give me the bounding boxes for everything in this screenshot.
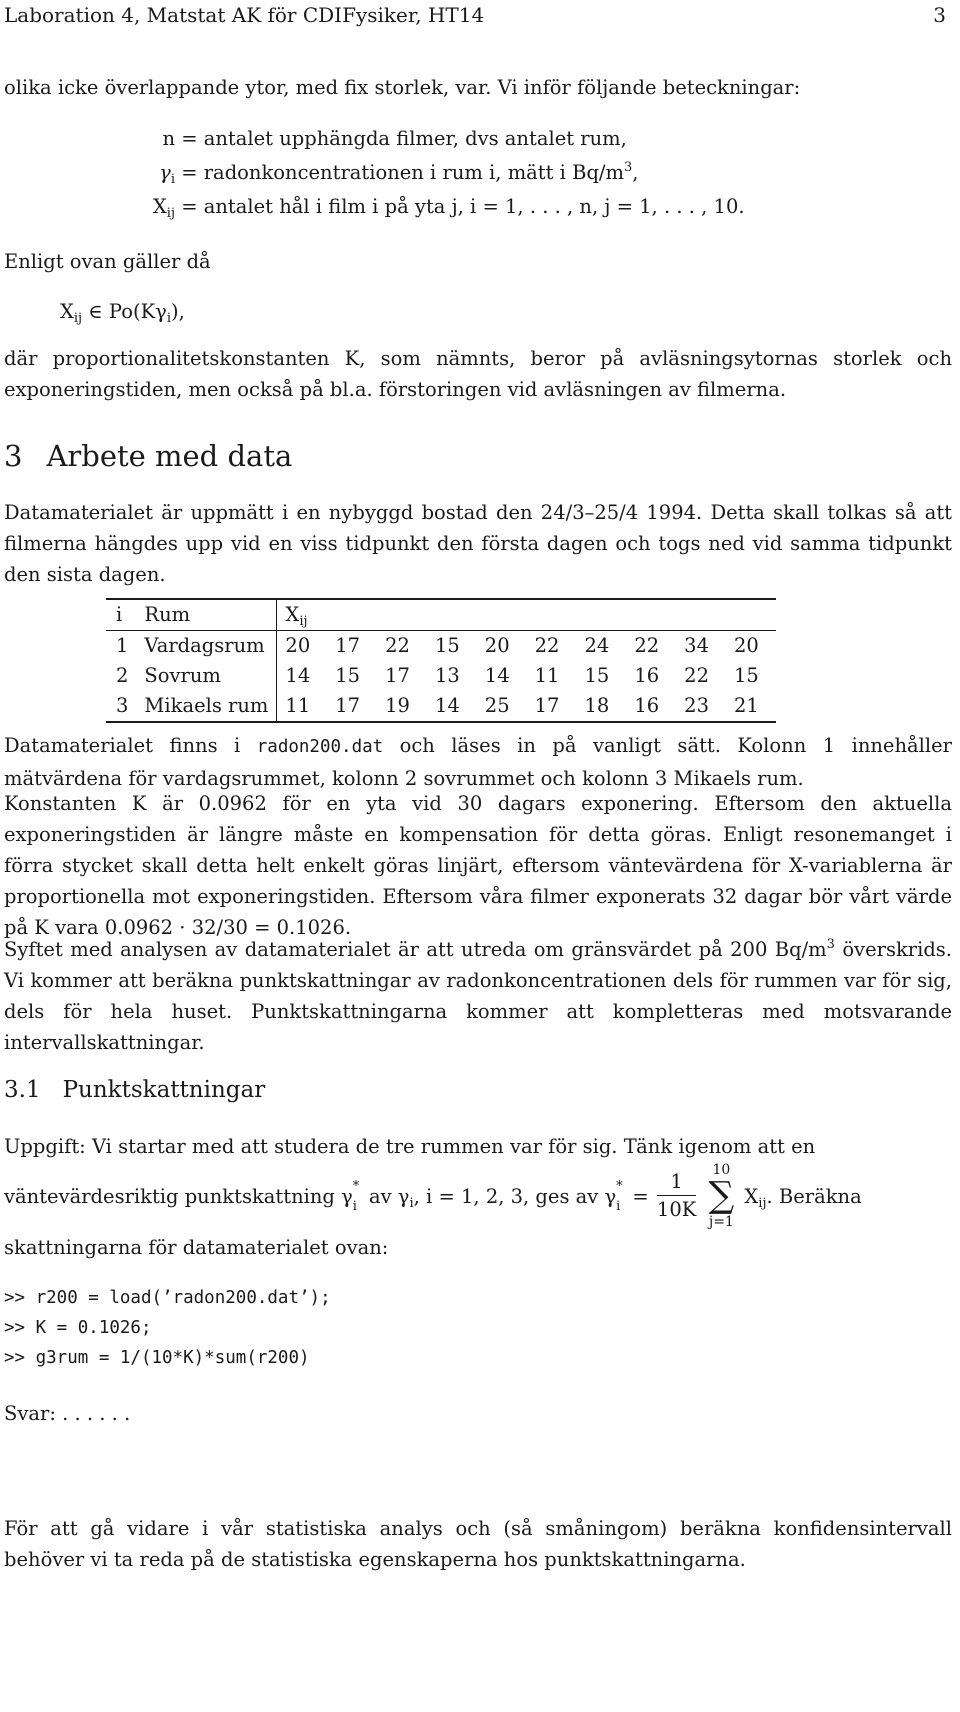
definition-x: $X_{ij}$ = antalet hål i film i på yta j, i = 1, . . . , n, j = 1, . . . , 10. [152,195,745,221]
running-header: Laboration 4, Matstat AK för CDIFysiker, HT14 [4,3,485,27]
data-table-wrapper [106,598,776,723]
code-line: >> r200 = load(’radon200.dat’); [4,1288,331,1308]
definition-n: n = antalet upphängda filmer, dvs antalet rum, [162,127,627,150]
data-filename: radon200.dat [256,737,384,757]
radon-data-table [106,600,776,721]
definition-gamma: $\gamma_i$ = radonkoncentrationen i rum i, mätt i $Bq/m^3$, [159,160,639,187]
table-row: 3 Mikaels rum 11 17 19 14 25 17 18 16 23 21 [106,691,776,721]
constant-paragraph: Konstanten K är 0.0962 för en yta vid 30 dagars exponering. Eftersom den aktuella exponeringstiden är längre måste en kompensation för detta göras. Enligt resonemanget i förra stycket skall detta helt enkelt göras linjärt, eftersom väntevärdena för X-variablerna är proportionella mot exponeringstiden. Eftersom våra filmer exponerats 32 dagar bör vårt värde på K vara 0.0962 · 32/30 = 0.1026. [4,792,952,939]
final-paragraph: För att gå vidare i vår statistiska analys och (så småningom) beräkna konfidensintervall behöver vi ta reda på de statistiska egenskaperna hos punktskattningarna. [4,1517,952,1571]
answer-line: Svar: . . . . . . [4,1402,131,1425]
code-line: >> g3rum = 1/(10*K)*sum(r200) [4,1348,310,1368]
data-paragraph: Datamaterialet är uppmätt i en nybyggd bostad den 24/3–25/4 1994. Detta skall tolkas så att filmerna hängdes upp vid en viss tidpunkt den första dagen och togs ned vid samma tidpunkt den sista dagen. [4,501,952,586]
purpose-paragraph: Syftet med analysen av datamaterialet är att utreda om gränsvärdet på 200 $Bq/m^3$ överskrids. Vi kommer att beräkna punktskattningar av radonkoncentrationen dels för rummen var för sig, dels för hela huset. Punktskattningarna kommer att kompletteras med motsvarande intervallskattningar. [4,937,953,1054]
table-row: 1 Vardagsrum 20 17 22 15 20 22 24 22 34 20 [106,631,776,662]
sum-symbol: 10 ∑ j=1 [708,1162,735,1230]
section-heading-3: 3 Arbete med data [4,439,293,473]
distribution-formula: $X_{ij}$ ∈ $Po(K\gamma_i)$, [60,300,185,326]
task-formula-line: väntevärdesriktig punktskattning γ * i av $\gamma_i$, i = 1, 2, 3, ges av γ * i = $\frac{1}{10K}$ 10 ∑ j=1 $X_{ij}$. Beräkna [4,1162,862,1230]
enligt-line: Enligt ovan gäller då [4,250,211,273]
definitions-list [50,123,745,223]
file-paragraph: Datamaterialet finns i radon200.dat och läses in på vanligt sätt. Kolonn 1 innehåller mätvärdena för vardagsrummet, kolonn 2 sovrummet och kolonn 3 Mikaels rum. [4,734,952,790]
table-row: 2 Sovrum 14 15 17 13 14 11 15 16 22 15 [106,661,776,691]
task-line-3: skattningarna för datamaterialet ovan: [4,1236,389,1259]
page-number: 3 [933,3,946,27]
intro-line: olika icke överlappande ytor, med fix storlek, var. Vi inför följande beteckningar: [4,76,801,99]
section-heading-3-1: 3.1 Punktskattningar [4,1077,266,1103]
fraction: $\frac{1}{10K}$ [656,1169,697,1221]
task-line-1: Uppgift: Vi startar med att studera de tre rummen var för sig. Tänk igenom att en [4,1135,816,1158]
code-block [4,1283,331,1373]
table-header-row: i Rum $X_{ij}$ [106,600,776,631]
proportionality-paragraph: där proportionalitetskonstanten K, som nämnts, beror på avläsningsytornas storlek och exponeringstiden, men också på bl.a. förstoringen vid avläsningen av filmerna. [4,347,952,401]
code-line: >> K = 0.1026; [4,1318,152,1338]
